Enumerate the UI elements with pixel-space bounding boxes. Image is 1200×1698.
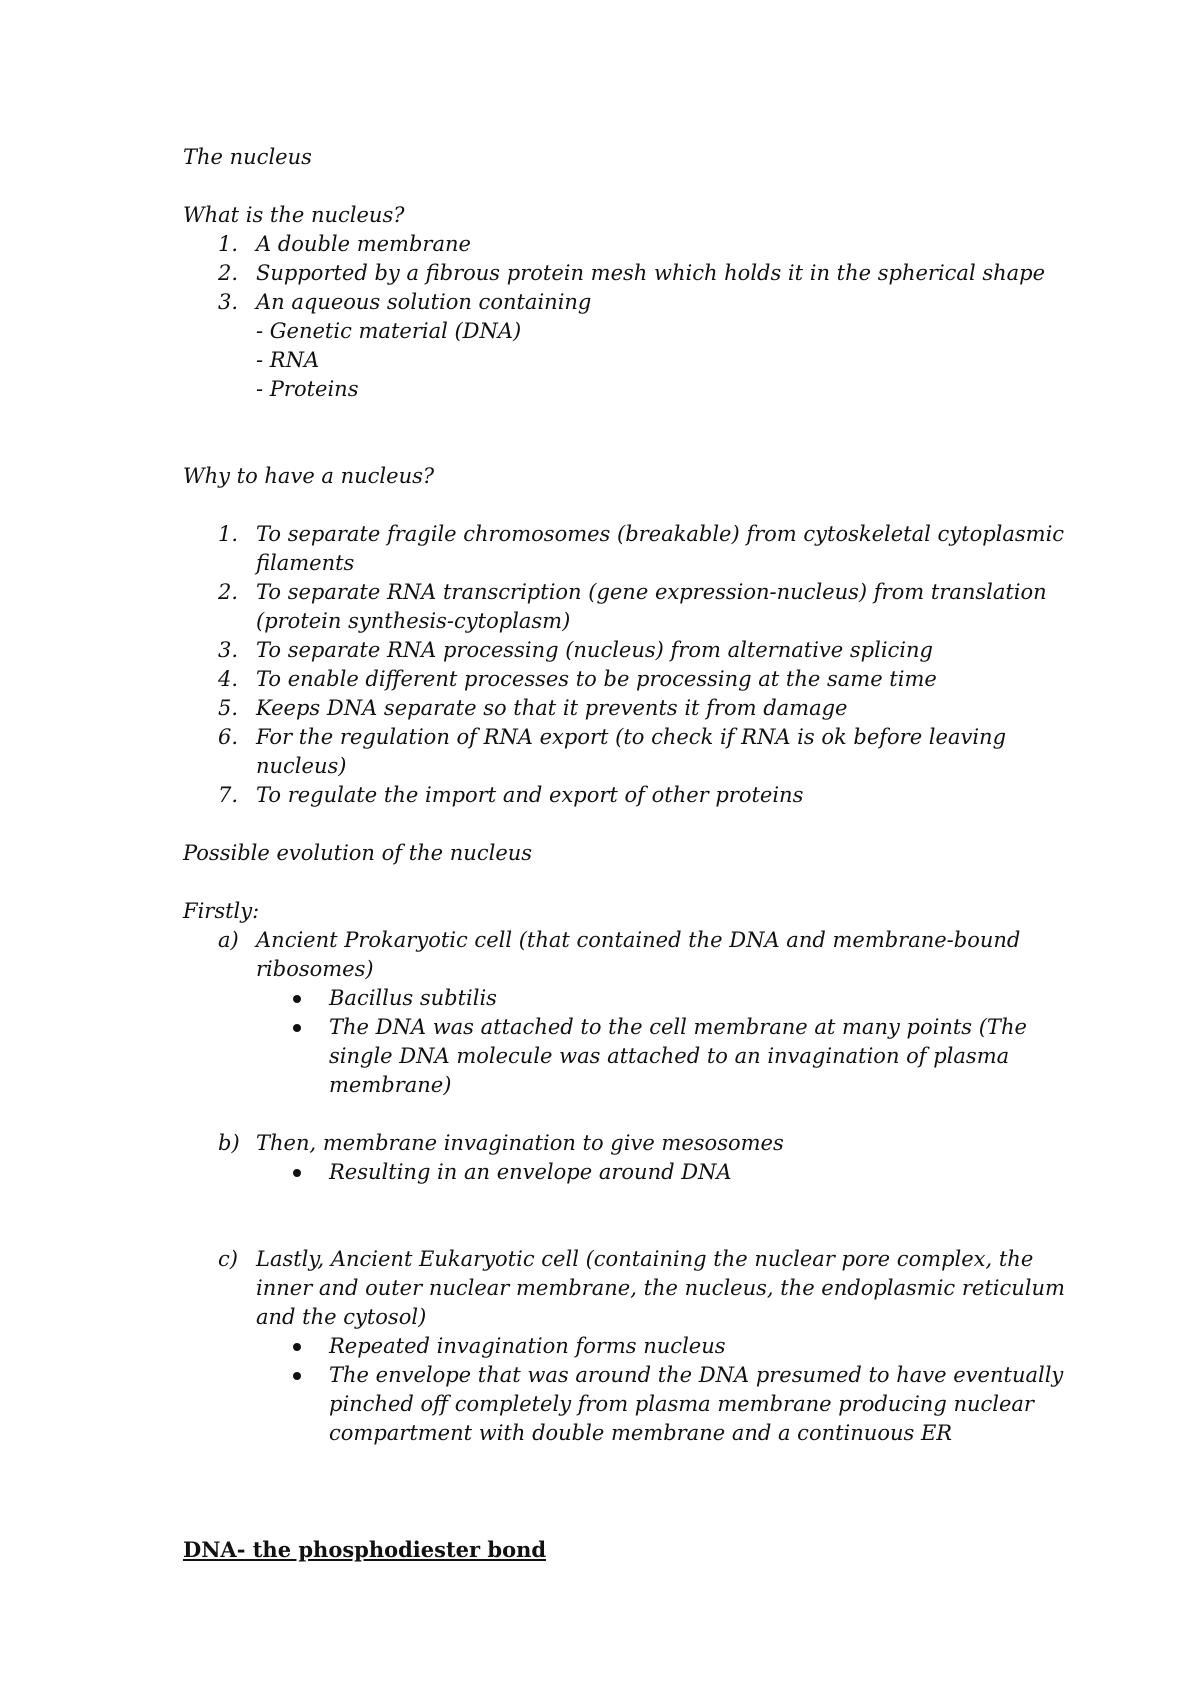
list-number: 3. [218, 290, 239, 314]
list-letter: a) [218, 928, 239, 952]
list-item [183, 781, 1083, 810]
list-number: 4. [218, 667, 239, 691]
list-number: 6. [218, 725, 239, 749]
list-number: 7. [218, 783, 239, 807]
evolution-list-b [183, 1129, 1083, 1158]
list-item-text: Then, membrane invagination to give mesosomes [256, 1131, 784, 1155]
bullet-text: Bacillus subtilis [329, 986, 497, 1010]
list-letter: b) [218, 1131, 240, 1155]
firstly-label: Firstly: [183, 899, 260, 923]
list-item [183, 578, 1083, 636]
spacer [183, 404, 1083, 462]
why-nucleus-list [183, 520, 1083, 810]
list-number: 3. [218, 638, 239, 662]
list-item [183, 665, 1083, 694]
section-question-why: Why to have a nucleus? [183, 464, 435, 488]
spacer [183, 810, 1083, 839]
bullet-item [183, 1332, 1083, 1361]
list-item [183, 288, 1083, 317]
spacer [183, 868, 1083, 897]
bullet-icon [293, 1024, 301, 1032]
sub-item: - Genetic material (DNA) [256, 319, 522, 343]
bullet-item [183, 1361, 1083, 1448]
list-item-text: Ancient Prokaryotic cell (that contained the DNA and membrane-bound ribosomes) [256, 928, 1021, 981]
list-item [183, 926, 1083, 984]
list-item [183, 259, 1083, 288]
bullet-item [183, 1013, 1083, 1100]
spacer [183, 491, 1083, 520]
bullet-list [183, 1158, 1083, 1187]
list-item-text: Supported by a fibrous protein mesh which holds it in the spherical shape [256, 261, 1046, 285]
evolution-list-a [183, 926, 1083, 984]
bullet-text: The envelope that was around the DNA presumed to have eventually pinched off completely from plasma membrane producing nuclear compartment with double membrane and a continuous ER [329, 1363, 1064, 1445]
list-item [183, 694, 1083, 723]
list-item-text: Keeps DNA separate so that it prevents it from damage [256, 696, 848, 720]
spacer [183, 1187, 1083, 1245]
document-body [183, 143, 1083, 1564]
bullet-list [183, 1332, 1083, 1448]
list-item-text: Lastly, Ancient Eukaryotic cell (containing the nuclear pore complex, the inner and outer nuclear membrane, the nucleus, the endoplasmic reticulum and the cytosol) [256, 1247, 1065, 1329]
list-item [183, 520, 1083, 578]
list-letter: c) [218, 1247, 238, 1271]
document-title: The nucleus [183, 145, 312, 169]
list-item [183, 1245, 1083, 1332]
list-item-text: A double membrane [256, 232, 471, 256]
list-item-text: For the regulation of RNA export (to check if RNA is ok before leaving nucleus) [256, 725, 1007, 778]
bullet-text: Resulting in an envelope around DNA [329, 1160, 732, 1184]
list-number: 1. [218, 232, 239, 256]
bullet-list [183, 984, 1083, 1100]
bullet-icon [293, 1169, 301, 1177]
list-item [183, 230, 1083, 259]
sub-item: - Proteins [256, 377, 359, 401]
spacer [183, 1100, 1083, 1129]
list-number: 2. [218, 261, 239, 285]
section-question-what: What is the nucleus? [183, 203, 405, 227]
bullet-item [183, 1158, 1083, 1187]
spacer [183, 1448, 1083, 1535]
list-item-text: To separate fragile chromosomes (breakable) from cytoskeletal cytoplasmic filaments [256, 522, 1065, 575]
list-item-text: To regulate the import and export of other proteins [256, 783, 804, 807]
list-item-text: To separate RNA processing (nucleus) from alternative splicing [256, 638, 933, 662]
list-item [183, 1129, 1083, 1158]
list-item-text: To separate RNA transcription (gene expression-nucleus) from translation (protein synthesis-cytoplasm) [256, 580, 1047, 633]
bullet-item [183, 984, 1083, 1013]
list-number: 2. [218, 580, 239, 604]
list-item-text: An aqueous solution containing [256, 290, 592, 314]
list-item-text: To enable different processes to be processing at the same time [256, 667, 937, 691]
list-item [183, 723, 1083, 781]
bullet-icon [293, 1343, 301, 1351]
list-number: 1. [218, 522, 239, 546]
bullet-icon [293, 995, 301, 1003]
bullet-text: Repeated invagination forms nucleus [329, 1334, 726, 1358]
list-item [183, 636, 1083, 665]
what-is-nucleus-list [183, 230, 1083, 317]
list-number: 5. [218, 696, 239, 720]
spacer [183, 172, 1083, 201]
bullet-text: The DNA was attached to the cell membrane at many points (The single DNA molecule was attached to an invagination of plasma membrane) [329, 1015, 1027, 1097]
section-title-evolution: Possible evolution of the nucleus [183, 841, 533, 865]
bullet-icon [293, 1372, 301, 1380]
evolution-list-c [183, 1245, 1083, 1332]
dna-heading: DNA- the phosphodiester bond [183, 1537, 547, 1562]
sub-item: - RNA [256, 348, 320, 372]
